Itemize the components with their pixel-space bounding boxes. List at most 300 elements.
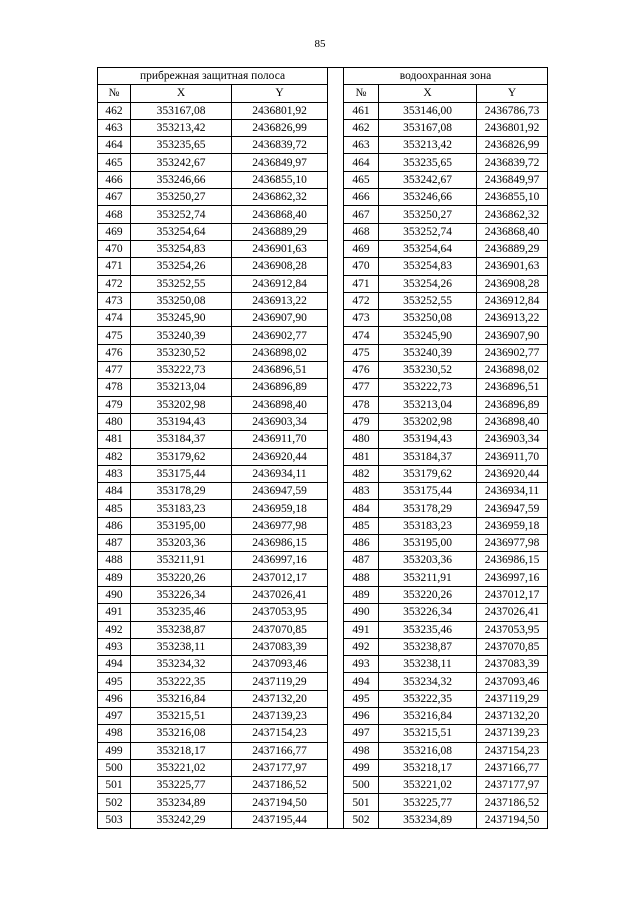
left-cell-y: 2436896,51	[232, 362, 328, 379]
left-cell-number: 485	[98, 500, 131, 517]
right-cell-x: 353213,04	[379, 396, 477, 413]
left-header-number: №	[98, 85, 131, 102]
right-cell-x: 353240,39	[379, 344, 477, 361]
right-cell-y: 2437012,17	[477, 586, 548, 603]
left-cell-number: 502	[98, 794, 131, 811]
left-cell-number: 465	[98, 154, 131, 171]
left-cell-number: 499	[98, 742, 131, 759]
right-cell-y: 2436889,29	[477, 240, 548, 257]
right-cell-number: 478	[344, 396, 379, 413]
left-cell-y: 2436908,28	[232, 258, 328, 275]
right-cell-number: 487	[344, 552, 379, 569]
left-cell-number: 488	[98, 552, 131, 569]
left-cell-y: 2436977,98	[232, 517, 328, 534]
left-cell-number: 477	[98, 362, 131, 379]
right-cell-y: 2437119,29	[477, 690, 548, 707]
column-gap	[328, 310, 344, 327]
right-cell-x: 353254,26	[379, 275, 477, 292]
right-cell-y: 2436913,22	[477, 310, 548, 327]
right-cell-y: 2436801,92	[477, 119, 548, 136]
left-cell-number: 481	[98, 431, 131, 448]
left-cell-y: 2436907,90	[232, 310, 328, 327]
column-gap	[328, 552, 344, 569]
right-cell-number: 479	[344, 413, 379, 430]
right-cell-y: 2436849,97	[477, 171, 548, 188]
left-cell-x: 353225,77	[131, 777, 232, 794]
left-cell-x: 353246,66	[131, 171, 232, 188]
left-cell-y: 2436934,11	[232, 465, 328, 482]
right-cell-x: 353235,46	[379, 621, 477, 638]
left-cell-number: 466	[98, 171, 131, 188]
right-cell-y: 2436898,02	[477, 362, 548, 379]
right-cell-number: 484	[344, 500, 379, 517]
table-row	[98, 206, 548, 223]
column-gap	[328, 68, 344, 85]
left-cell-number: 476	[98, 344, 131, 361]
left-cell-x: 353218,17	[131, 742, 232, 759]
left-cell-x: 353175,44	[131, 465, 232, 482]
left-cell-y: 2436912,84	[232, 275, 328, 292]
left-cell-x: 353252,74	[131, 206, 232, 223]
right-cell-y: 2436896,89	[477, 396, 548, 413]
right-cell-x: 353234,89	[379, 811, 477, 828]
right-cell-y: 2437053,95	[477, 621, 548, 638]
column-gap	[328, 569, 344, 586]
left-cell-number: 496	[98, 690, 131, 707]
left-cell-x: 353216,08	[131, 725, 232, 742]
column-gap	[328, 742, 344, 759]
left-cell-y: 2436896,89	[232, 379, 328, 396]
right-cell-y: 2437177,97	[477, 777, 548, 794]
left-cell-number: 501	[98, 777, 131, 794]
column-gap	[328, 517, 344, 534]
table-row	[98, 344, 548, 361]
left-cell-y: 2436947,59	[232, 483, 328, 500]
left-cell-y: 2436903,34	[232, 413, 328, 430]
right-cell-x: 353175,44	[379, 483, 477, 500]
page-number: 85	[314, 38, 326, 50]
right-cell-y: 2437194,50	[477, 811, 548, 828]
table-row	[98, 292, 548, 309]
table-row	[98, 673, 548, 690]
left-cell-y: 2437012,17	[232, 569, 328, 586]
section-title-row	[98, 68, 548, 85]
column-gap	[328, 759, 344, 776]
left-cell-x: 353234,89	[131, 794, 232, 811]
right-cell-y: 2437026,41	[477, 604, 548, 621]
left-cell-x: 353226,34	[131, 586, 232, 603]
table-row	[98, 707, 548, 724]
table-row	[98, 362, 548, 379]
right-cell-number: 469	[344, 240, 379, 257]
left-cell-number: 483	[98, 465, 131, 482]
right-cell-number: 482	[344, 465, 379, 482]
left-cell-number: 503	[98, 811, 131, 828]
right-cell-x: 353179,62	[379, 465, 477, 482]
right-cell-y: 2436862,32	[477, 206, 548, 223]
table-row	[98, 310, 548, 327]
left-cell-x: 353230,52	[131, 344, 232, 361]
left-cell-x: 353235,65	[131, 137, 232, 154]
right-cell-number: 476	[344, 362, 379, 379]
right-cell-number: 496	[344, 707, 379, 724]
right-cell-x: 353246,66	[379, 189, 477, 206]
left-cell-number: 492	[98, 621, 131, 638]
right-cell-y: 2436903,34	[477, 431, 548, 448]
right-header-y: Y	[477, 85, 548, 102]
left-cell-y: 2436901,63	[232, 240, 328, 257]
right-cell-x: 353195,00	[379, 535, 477, 552]
table-row	[98, 448, 548, 465]
right-cell-x: 353252,55	[379, 292, 477, 309]
left-cell-y: 2436911,70	[232, 431, 328, 448]
column-gap	[328, 171, 344, 188]
left-cell-number: 468	[98, 206, 131, 223]
right-cell-number: 470	[344, 258, 379, 275]
left-cell-x: 353240,39	[131, 327, 232, 344]
left-cell-x: 353184,37	[131, 431, 232, 448]
column-gap	[328, 85, 344, 102]
right-cell-x: 353252,74	[379, 223, 477, 240]
table-row	[98, 586, 548, 603]
table-row	[98, 569, 548, 586]
left-cell-y: 2437154,23	[232, 725, 328, 742]
right-cell-number: 466	[344, 189, 379, 206]
left-cell-y: 2437139,23	[232, 707, 328, 724]
right-cell-x: 353215,51	[379, 725, 477, 742]
right-cell-x: 353211,91	[379, 569, 477, 586]
left-cell-y: 2437119,29	[232, 673, 328, 690]
left-cell-y: 2436986,15	[232, 535, 328, 552]
table-row	[98, 413, 548, 430]
right-cell-number: 497	[344, 725, 379, 742]
column-gap	[328, 396, 344, 413]
left-cell-y: 2437070,85	[232, 621, 328, 638]
right-cell-y: 2436826,99	[477, 137, 548, 154]
right-cell-y: 2436901,63	[477, 258, 548, 275]
left-cell-number: 486	[98, 517, 131, 534]
left-cell-y: 2437093,46	[232, 656, 328, 673]
column-gap	[328, 690, 344, 707]
left-cell-x: 353179,62	[131, 448, 232, 465]
left-cell-x: 353254,64	[131, 223, 232, 240]
left-header-x: X	[131, 85, 232, 102]
right-cell-number: 464	[344, 154, 379, 171]
left-cell-number: 491	[98, 604, 131, 621]
right-cell-y: 2436959,18	[477, 517, 548, 534]
table-row	[98, 483, 548, 500]
left-cell-x: 353242,29	[131, 811, 232, 828]
left-cell-y: 2436855,10	[232, 171, 328, 188]
right-cell-x: 353250,27	[379, 206, 477, 223]
left-cell-number: 462	[98, 102, 131, 119]
table-row	[98, 535, 548, 552]
left-cell-x: 353238,87	[131, 621, 232, 638]
left-cell-number: 495	[98, 673, 131, 690]
column-gap	[328, 604, 344, 621]
left-cell-x: 353238,11	[131, 638, 232, 655]
column-gap	[328, 413, 344, 430]
column-gap	[328, 465, 344, 482]
right-cell-y: 2436902,77	[477, 344, 548, 361]
left-cell-y: 2437026,41	[232, 586, 328, 603]
right-cell-number: 475	[344, 344, 379, 361]
column-gap	[328, 240, 344, 257]
right-cell-y: 2436977,98	[477, 535, 548, 552]
right-cell-number: 500	[344, 777, 379, 794]
left-cell-number: 471	[98, 258, 131, 275]
column-gap	[328, 707, 344, 724]
table-row	[98, 742, 548, 759]
left-cell-x: 353194,43	[131, 413, 232, 430]
column-gap	[328, 500, 344, 517]
right-cell-x: 353234,32	[379, 673, 477, 690]
column-gap	[328, 154, 344, 171]
left-cell-y: 2437186,52	[232, 777, 328, 794]
right-cell-number: 468	[344, 223, 379, 240]
left-cell-number: 494	[98, 656, 131, 673]
right-cell-y: 2436947,59	[477, 500, 548, 517]
right-header-x: X	[379, 85, 477, 102]
coordinates-table	[97, 67, 548, 829]
table-row	[98, 621, 548, 638]
left-cell-y: 2436920,44	[232, 448, 328, 465]
left-cell-number: 490	[98, 586, 131, 603]
right-cell-number: 488	[344, 569, 379, 586]
column-gap	[328, 621, 344, 638]
left-cell-x: 353195,00	[131, 517, 232, 534]
column-gap	[328, 673, 344, 690]
left-cell-number: 474	[98, 310, 131, 327]
left-cell-number: 463	[98, 119, 131, 136]
right-cell-x: 353238,87	[379, 638, 477, 655]
right-cell-y: 2436898,40	[477, 413, 548, 430]
table-row	[98, 171, 548, 188]
table-row	[98, 431, 548, 448]
left-cell-number: 489	[98, 569, 131, 586]
column-gap	[328, 275, 344, 292]
left-cell-x: 353235,46	[131, 604, 232, 621]
column-gap	[328, 811, 344, 828]
left-cell-number: 480	[98, 413, 131, 430]
right-cell-number: 483	[344, 483, 379, 500]
column-gap	[328, 344, 344, 361]
left-cell-x: 353215,51	[131, 707, 232, 724]
right-cell-number: 498	[344, 742, 379, 759]
column-header-row	[98, 85, 548, 102]
left-cell-number: 478	[98, 379, 131, 396]
left-cell-number: 470	[98, 240, 131, 257]
table-row	[98, 154, 548, 171]
table-row	[98, 275, 548, 292]
right-cell-x: 353222,73	[379, 379, 477, 396]
right-cell-x: 353213,42	[379, 137, 477, 154]
right-cell-number: 491	[344, 621, 379, 638]
right-cell-x: 353218,17	[379, 759, 477, 776]
right-cell-x: 353220,26	[379, 586, 477, 603]
column-gap	[328, 258, 344, 275]
right-cell-number: 467	[344, 206, 379, 223]
left-cell-y: 2437053,95	[232, 604, 328, 621]
right-cell-number: 494	[344, 673, 379, 690]
right-cell-x: 353226,34	[379, 604, 477, 621]
right-cell-number: 502	[344, 811, 379, 828]
right-cell-y: 2436868,40	[477, 223, 548, 240]
column-gap	[328, 119, 344, 136]
right-cell-x: 353203,36	[379, 552, 477, 569]
left-cell-y: 2437166,77	[232, 742, 328, 759]
left-cell-y: 2436913,22	[232, 292, 328, 309]
right-cell-y: 2436786,73	[477, 102, 548, 119]
right-cell-y: 2436920,44	[477, 465, 548, 482]
right-cell-y: 2436907,90	[477, 327, 548, 344]
left-cell-x: 353213,04	[131, 379, 232, 396]
left-header-y: Y	[232, 85, 328, 102]
column-gap	[328, 535, 344, 552]
left-cell-x: 353234,32	[131, 656, 232, 673]
left-cell-y: 2436898,40	[232, 396, 328, 413]
left-cell-y: 2437195,44	[232, 811, 328, 828]
left-cell-number: 482	[98, 448, 131, 465]
right-cell-x: 353184,37	[379, 448, 477, 465]
right-cell-number: 480	[344, 431, 379, 448]
right-cell-y: 2437186,52	[477, 794, 548, 811]
right-cell-number: 462	[344, 119, 379, 136]
table-row	[98, 327, 548, 344]
right-cell-x: 353242,67	[379, 171, 477, 188]
right-cell-x: 353183,23	[379, 517, 477, 534]
left-cell-x: 353242,67	[131, 154, 232, 171]
right-cell-number: 485	[344, 517, 379, 534]
table-row	[98, 690, 548, 707]
right-cell-number: 465	[344, 171, 379, 188]
right-cell-y: 2436997,16	[477, 569, 548, 586]
right-cell-x: 353146,00	[379, 102, 477, 119]
left-cell-x: 353213,42	[131, 119, 232, 136]
table-row	[98, 794, 548, 811]
table-row	[98, 189, 548, 206]
table-row	[98, 223, 548, 240]
left-cell-x: 353250,08	[131, 292, 232, 309]
left-cell-y: 2437194,50	[232, 794, 328, 811]
left-cell-x: 353222,35	[131, 673, 232, 690]
left-cell-x: 353216,84	[131, 690, 232, 707]
left-cell-y: 2436826,99	[232, 119, 328, 136]
right-cell-number: 495	[344, 690, 379, 707]
right-cell-number: 471	[344, 275, 379, 292]
table-row	[98, 119, 548, 136]
right-cell-number: 499	[344, 759, 379, 776]
right-cell-x: 353178,29	[379, 500, 477, 517]
right-cell-number: 472	[344, 292, 379, 309]
left-cell-number: 479	[98, 396, 131, 413]
right-cell-x: 353250,08	[379, 310, 477, 327]
table-row	[98, 137, 548, 154]
column-gap	[328, 223, 344, 240]
left-cell-number: 500	[98, 759, 131, 776]
left-cell-y: 2436839,72	[232, 137, 328, 154]
right-cell-x: 353225,77	[379, 794, 477, 811]
right-cell-x: 353254,64	[379, 240, 477, 257]
left-cell-number: 473	[98, 292, 131, 309]
right-cell-x: 353194,43	[379, 431, 477, 448]
column-gap	[328, 137, 344, 154]
left-cell-y: 2436801,92	[232, 102, 328, 119]
column-gap	[328, 431, 344, 448]
left-cell-x: 353183,23	[131, 500, 232, 517]
left-cell-y: 2436889,29	[232, 223, 328, 240]
table-row	[98, 552, 548, 569]
left-cell-number: 475	[98, 327, 131, 344]
left-cell-x: 353178,29	[131, 483, 232, 500]
right-cell-y: 2436986,15	[477, 552, 548, 569]
right-cell-number: 493	[344, 656, 379, 673]
left-cell-number: 497	[98, 707, 131, 724]
right-cell-y: 2437166,77	[477, 759, 548, 776]
table-row	[98, 396, 548, 413]
left-cell-x: 353202,98	[131, 396, 232, 413]
column-gap	[328, 362, 344, 379]
column-gap	[328, 725, 344, 742]
left-section-title: прибрежная защитная полоса	[98, 68, 328, 85]
right-cell-number: 463	[344, 137, 379, 154]
left-cell-y: 2436862,32	[232, 189, 328, 206]
table-row	[98, 725, 548, 742]
table-row	[98, 500, 548, 517]
column-gap	[328, 483, 344, 500]
table-row	[98, 240, 548, 257]
table-row	[98, 811, 548, 828]
right-cell-y: 2436912,84	[477, 292, 548, 309]
table-row	[98, 656, 548, 673]
right-cell-x: 353235,65	[379, 154, 477, 171]
right-header-number: №	[344, 85, 379, 102]
left-cell-x: 353252,55	[131, 275, 232, 292]
column-gap	[328, 102, 344, 119]
right-cell-x: 353216,08	[379, 742, 477, 759]
column-gap	[328, 777, 344, 794]
right-cell-x: 353222,35	[379, 690, 477, 707]
left-cell-x: 353167,08	[131, 102, 232, 119]
column-gap	[328, 292, 344, 309]
left-cell-x: 353254,26	[131, 258, 232, 275]
left-cell-number: 467	[98, 189, 131, 206]
right-cell-y: 2437139,23	[477, 725, 548, 742]
right-cell-x: 353216,84	[379, 707, 477, 724]
table-row	[98, 102, 548, 119]
left-cell-y: 2437083,39	[232, 638, 328, 655]
right-cell-number: 492	[344, 638, 379, 655]
right-cell-number: 501	[344, 794, 379, 811]
left-cell-x: 353245,90	[131, 310, 232, 327]
left-cell-y: 2437132,20	[232, 690, 328, 707]
right-cell-number: 489	[344, 586, 379, 603]
column-gap	[328, 327, 344, 344]
column-gap	[328, 638, 344, 655]
right-cell-number: 477	[344, 379, 379, 396]
right-cell-number: 473	[344, 310, 379, 327]
column-gap	[328, 379, 344, 396]
right-cell-number: 490	[344, 604, 379, 621]
table-row	[98, 379, 548, 396]
right-cell-number: 481	[344, 448, 379, 465]
left-cell-y: 2436902,77	[232, 327, 328, 344]
left-cell-y: 2436849,97	[232, 154, 328, 171]
left-cell-number: 498	[98, 725, 131, 742]
left-cell-x: 353203,36	[131, 535, 232, 552]
table-row	[98, 777, 548, 794]
column-gap	[328, 189, 344, 206]
